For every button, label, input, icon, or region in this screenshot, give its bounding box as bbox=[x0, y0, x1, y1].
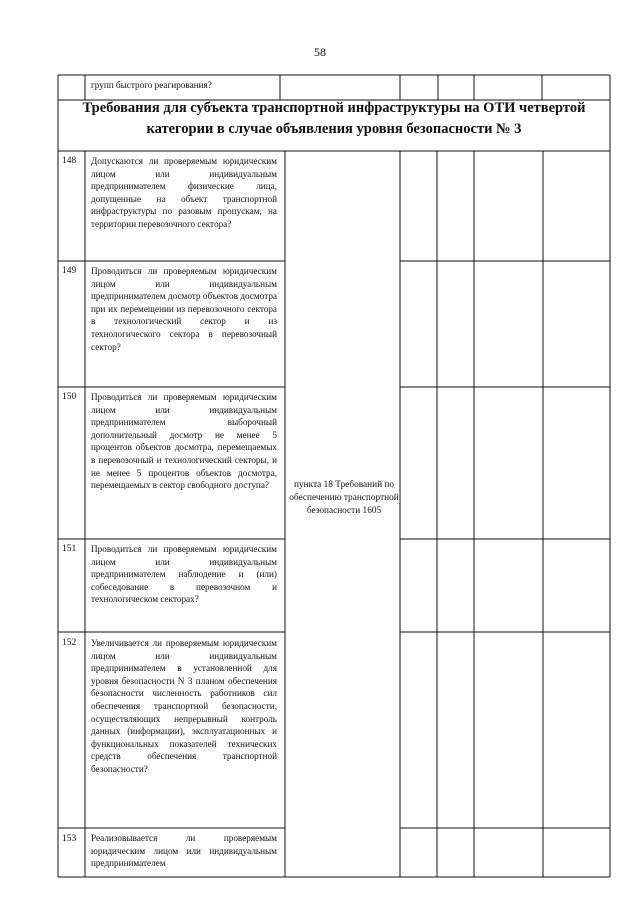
row-number: 150 bbox=[62, 392, 77, 402]
top-row-text: групп быстрого реагирования? bbox=[91, 80, 212, 90]
requirement-text: Проводиться ли проверяемым юридическим лицом или индивидуальным предпринимателем выборочный дополнительный досмотр не менее 5 процентов объектов досмотра, перемещаемых в перевозочный и технологический секторы, и не менее 5 процентов объектов досмотра, перемещаемых в сектор свободного доступа? bbox=[91, 392, 277, 491]
row-number: 152 bbox=[62, 638, 77, 648]
page-number: 58 bbox=[314, 45, 326, 59]
requirement-text: Проводиться ли проверяемым юридическим лицом или индивидуальным предпринимателем наблюдение и (или) собеседование в перевозочном и технологическом секторах? bbox=[91, 544, 277, 605]
requirement-text: Проводиться ли проверяемым юридическим лицом или индивидуальным предпринимателем досмотр объектов досмотра при их перемещении из перевозочного сектора в технологический сектор и из технологического сектора в перевозочный сектор? bbox=[91, 266, 277, 352]
row-number: 149 bbox=[62, 266, 77, 276]
row-number: 148 bbox=[62, 156, 77, 166]
section-title: Требования для субъекта транспортной инфраструктуры на ОТИ четвертой категории в случае объявления уровня безопасности № 3 bbox=[82, 100, 586, 137]
requirement-text: Допускаются ли проверяемым юридическим лицом или индивидуальным предпринимателем физические лица, допущенные на объект транспортной инфраструктуры по разовым пропускам, на территории перевозочного сектора? bbox=[91, 156, 277, 229]
row-number: 153 bbox=[62, 834, 77, 844]
legal-basis: пункта 18 Требований по обеспечению транспортной безопасности 1605 bbox=[289, 480, 399, 516]
row-number: 151 bbox=[62, 544, 77, 554]
requirement-text: Реализовывается ли проверяемым юридическим лицом или индивидуальным предпринимателем bbox=[91, 833, 277, 869]
requirement-text: Увеличивается ли проверяемым юридическим лицом или индивидуальным предпринимателем в установленной для уровня безопасности N 3 планом обеспечения безопасности численность работников сил обеспечения транспортной безопасности, осуществляющих непрерывный контроль данных (информации), эксплуатационных и функциональных показателей технических средств обеспечения транспортной безопасности? bbox=[91, 638, 277, 774]
